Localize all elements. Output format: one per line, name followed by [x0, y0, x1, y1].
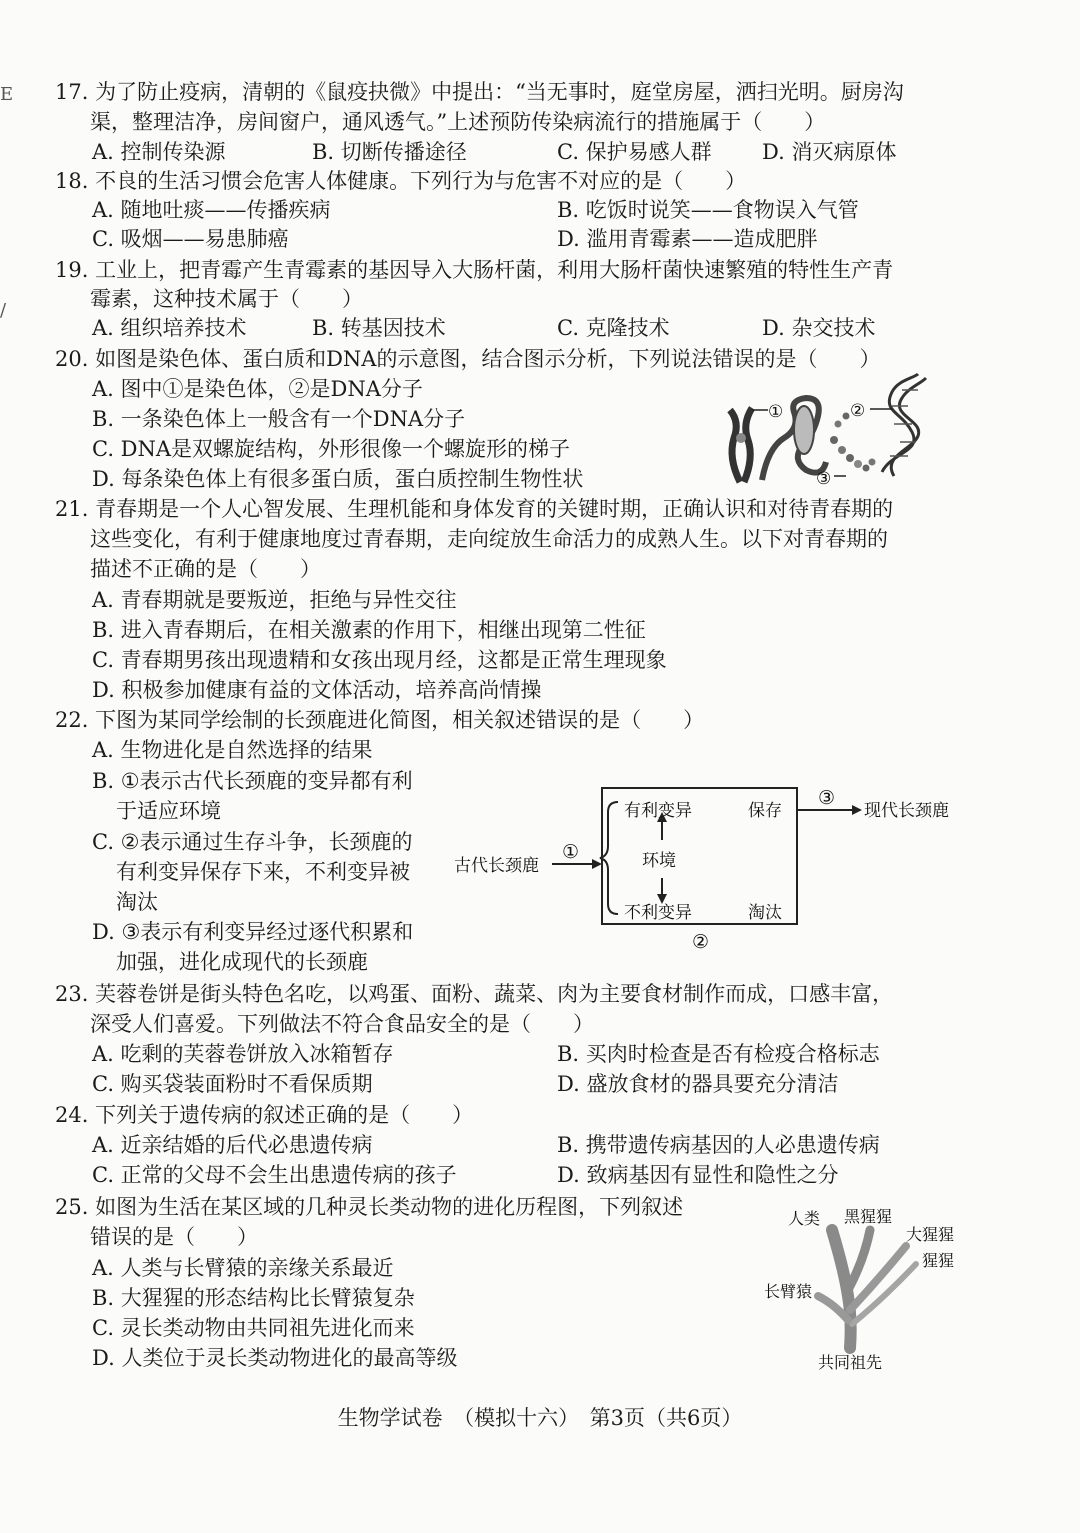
q24-stem: 24. 下列关于遗传病的叙述正确的是（ ）: [55, 1103, 474, 1127]
q19-option-d[interactable]: D. 杂交技术: [762, 316, 876, 340]
chromosome-dna-figure: [722, 372, 932, 490]
q22-option-c-cont2: 淘汰: [116, 890, 158, 914]
q18-stem: 18. 不良的生活习惯会危害人体健康。下列行为与危害不对应的是（ ）: [55, 169, 747, 193]
q25-option-b[interactable]: B. 大猩猩的形态结构比长臂猿复杂: [92, 1286, 415, 1310]
tree-label-human: 人类: [788, 1209, 821, 1228]
q21-stem-line2: 这些变化，有利于健康地度过青春期，走向绽放生命活力的成熟人生。以下对青春期的: [90, 527, 888, 551]
keep-label: 保存: [748, 801, 782, 821]
tree-label-orangutan: 猩猩: [922, 1251, 955, 1270]
q22-option-c-cont: 有利变异保存下来，不利变异被: [116, 860, 410, 884]
q20-stem: 20. 如图是染色体、蛋白质和DNA的示意图，结合图示分析，下列说法错误的是（ ）: [55, 347, 881, 371]
figure-label-1: ①: [768, 402, 784, 422]
q23-option-d[interactable]: D. 盛放食材的器具要充分清洁: [557, 1072, 839, 1096]
q18-option-c[interactable]: C. 吸烟——易患肺癌: [92, 227, 289, 251]
q18-option-a[interactable]: A. 随地吐痰——传播疾病: [92, 198, 331, 222]
q20-option-a[interactable]: A. 图中①是染色体，②是DNA分子: [92, 377, 423, 401]
q18-option-d[interactable]: D. 滥用青霉素——造成肥胖: [557, 227, 818, 251]
q25-stem-line2: 错误的是（ ）: [90, 1225, 258, 1249]
q19-option-b[interactable]: B. 转基因技术: [312, 316, 446, 340]
q23-stem-line1: 23. 芙蓉卷饼是街头特色名吃，以鸡蛋、面粉、蔬菜、肉为主要食材制作而成，口感丰富，: [55, 982, 894, 1006]
ancient-giraffe-label: 古代长颈鹿: [454, 856, 539, 876]
q20-option-b[interactable]: B. 一条染色体上一般含有一个DNA分子: [92, 407, 466, 431]
q25-stem-line1: 25. 如图为生活在某区域的几种灵长类动物的进化历程图，下列叙述: [55, 1195, 684, 1219]
q23-option-c[interactable]: C. 购买袋装面粉时不看保质期: [92, 1072, 373, 1096]
q20-option-c[interactable]: C. DNA是双螺旋结构，外形很像一个螺旋形的梯子: [92, 437, 571, 461]
tree-label-gibbon: 长臂猿: [764, 1282, 813, 1301]
giraffe-evolution-diagram: [452, 778, 972, 956]
q21-option-d[interactable]: D. 积极参加健康有益的文体活动，培养高尚情操: [92, 678, 542, 702]
q25-option-c[interactable]: C. 灵长类动物由共同祖先进化而来: [92, 1316, 415, 1340]
q21-stem-line1: 21. 青春期是一个人心智发展、生理机能和身体发育的关键时期，正确认识和对待青春期的: [55, 497, 894, 521]
q17-option-a[interactable]: A. 控制传染源: [92, 140, 226, 164]
q22-option-d[interactable]: D. ③表示有利变异经过逐代积累和: [92, 920, 414, 944]
q19-option-c[interactable]: C. 克隆技术: [557, 316, 670, 340]
q25-option-a[interactable]: A. 人类与长臂猿的亲缘关系最近: [92, 1256, 394, 1280]
q21-stem-line3: 描述不正确的是（ ）: [90, 557, 321, 581]
q20-option-d[interactable]: D. 每条染色体上有很多蛋白质，蛋白质控制生物性状: [92, 467, 584, 491]
q19-stem-line2: 霉素，这种技术属于（ ）: [90, 287, 363, 311]
q17-stem-line1: 17. 为了防止疫病，清朝的《鼠疫抉微》中提出：“当无事时，庭堂房屋，洒扫光明。厨房沟: [55, 80, 904, 104]
q22-option-d-cont: 加强，进化成现代的长颈鹿: [116, 950, 368, 974]
environment-label: 环境: [642, 851, 676, 871]
tree-label-gorilla: 大猩猩: [906, 1225, 955, 1244]
eliminate-label: 淘汰: [748, 903, 782, 923]
q22-option-b-cont: 于适应环境: [116, 799, 221, 823]
marker-1: ①: [562, 841, 580, 863]
q19-stem-line1: 19. 工业上，把青霉产生青霉素的基因导入大肠杆菌，利用大肠杆菌快速繁殖的特性生产青: [55, 258, 894, 282]
q18-option-b[interactable]: B. 吃饭时说笑——食物误入气管: [557, 198, 859, 222]
figure-label-3: ③: [816, 469, 832, 489]
q22-option-a[interactable]: A. 生物进化是自然选择的结果: [92, 738, 373, 762]
tree-label-common-ancestor: 共同祖先: [818, 1353, 883, 1372]
primate-evolution-tree: [760, 1200, 970, 1372]
q17-option-c[interactable]: C. 保护易感人群: [557, 140, 712, 164]
q24-option-d[interactable]: D. 致病基因有显性和隐性之分: [557, 1163, 839, 1187]
tree-label-chimpanzee: 黑猩猩: [844, 1207, 893, 1226]
modern-giraffe-label: 现代长颈鹿: [864, 801, 949, 821]
q24-option-c[interactable]: C. 正常的父母不会生出患遗传病的孩子: [92, 1163, 457, 1187]
q22-option-b[interactable]: B. ①表示古代长颈鹿的变异都有利: [92, 769, 413, 793]
q17-option-b[interactable]: B. 切断传播途径: [312, 140, 467, 164]
unfavorable-variation-label: 不利变异: [624, 903, 692, 923]
edge-mark: /: [0, 300, 7, 321]
q22-option-c[interactable]: C. ②表示通过生存斗争，长颈鹿的: [92, 830, 413, 854]
marker-2: ②: [692, 931, 710, 953]
edge-mark: E: [0, 84, 14, 105]
q21-option-a[interactable]: A. 青春期就是要叛逆，拒绝与异性交往: [92, 588, 457, 612]
page-footer: 生物学试卷 （模拟十六） 第3页（共6页）: [337, 1406, 743, 1430]
q24-option-a[interactable]: A. 近亲结婚的后代必患遗传病: [92, 1133, 373, 1157]
q25-option-d[interactable]: D. 人类位于灵长类动物进化的最高等级: [92, 1346, 458, 1370]
marker-3: ③: [818, 787, 836, 809]
q23-option-b[interactable]: B. 买肉时检查是否有检疫合格标志: [557, 1042, 880, 1066]
q19-option-a[interactable]: A. 组织培养技术: [92, 316, 247, 340]
q17-stem-line2: 渠，整理洁净，房间窗户，通风透气。”上述预防传染病流行的措施属于（ ）: [90, 110, 826, 134]
figure-label-2: ②: [850, 401, 866, 421]
q17-option-d[interactable]: D. 消灭病原体: [762, 140, 897, 164]
q22-stem: 22. 下图为某同学绘制的长颈鹿进化简图，相关叙述错误的是（ ）: [55, 708, 705, 732]
q23-stem-line2: 深受人们喜爱。下列做法不符合食品安全的是（ ）: [90, 1012, 594, 1036]
favorable-variation-label: 有利变异: [624, 801, 692, 821]
q23-option-a[interactable]: A. 吃剩的芙蓉卷饼放入冰箱暂存: [92, 1042, 394, 1066]
q24-option-b[interactable]: B. 携带遗传病基因的人必患遗传病: [557, 1133, 880, 1157]
q21-option-b[interactable]: B. 进入青春期后，在相关激素的作用下，相继出现第二性征: [92, 618, 646, 642]
q21-option-c[interactable]: C. 青春期男孩出现遗精和女孩出现月经，这都是正常生理现象: [92, 648, 667, 672]
